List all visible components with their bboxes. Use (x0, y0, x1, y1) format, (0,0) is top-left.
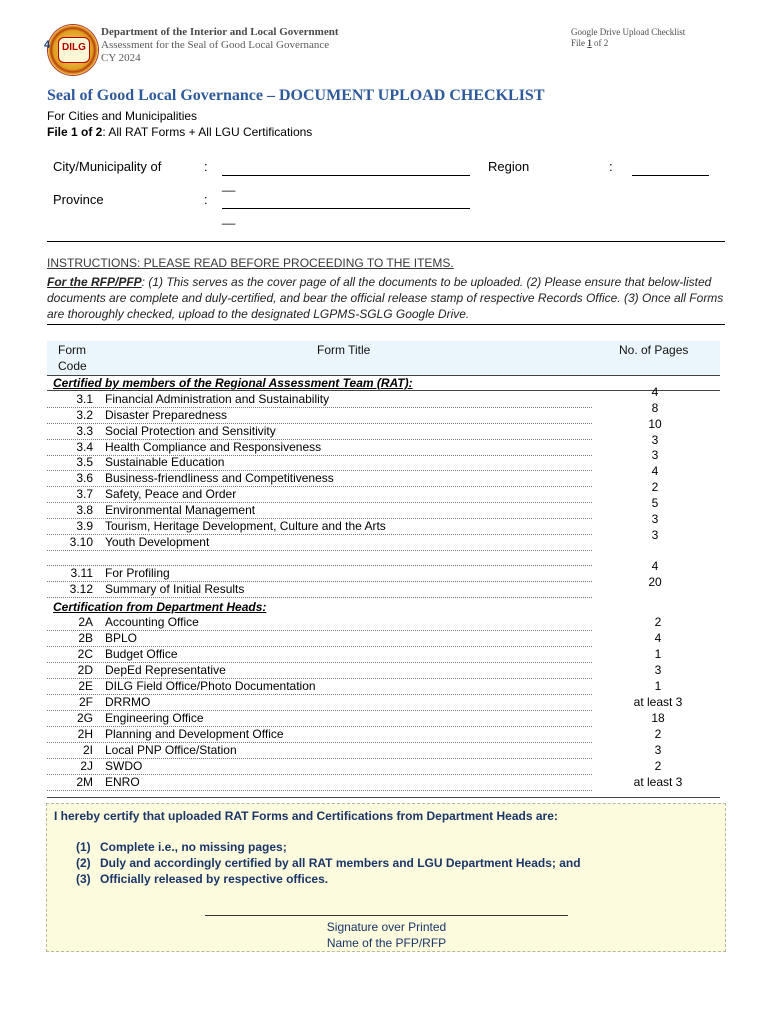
row-code: 3.7 (76, 487, 93, 501)
row-pages: 2 (654, 759, 662, 773)
row-pages: 5 (651, 496, 659, 510)
row-title: DepEd Representative (105, 663, 226, 677)
page-subtitle: For Cities and Municipalities (47, 109, 198, 123)
row-pages: 4 (651, 559, 659, 573)
row-title: DILG Field Office/Photo Documentation (105, 679, 316, 693)
divider (47, 324, 725, 325)
logo-text: DILG (62, 42, 86, 53)
row-pages: 1 (654, 647, 662, 661)
row-pages: 4 (651, 464, 659, 478)
row-pages: at least 3 (633, 775, 683, 789)
row-code: 3.4 (76, 440, 93, 454)
region-label: Region (488, 159, 530, 174)
row-title: DRRMO (105, 695, 151, 709)
row-pages: 3 (654, 663, 662, 677)
row-title: Tourism, Heritage Development, Culture and the Arts (105, 519, 386, 533)
cert-item-number: (2) (76, 856, 91, 870)
instructions-heading: INSTRUCTIONS: PLEASE READ BEFORE PROCEEDING TO THE ITEMS. (47, 256, 454, 270)
row-pages: 3 (651, 512, 659, 526)
city-colon: : (204, 159, 208, 174)
calendar-year: CY 2024 (101, 52, 141, 64)
row-title: Disaster Preparedness (105, 408, 228, 422)
right-header-title: Google Drive Upload Checklist (571, 27, 686, 37)
row-code: 2H (77, 727, 93, 741)
city-field[interactable] (222, 161, 470, 176)
row-pages: 4 (654, 631, 662, 645)
row-title: Safety, Peace and Order (105, 487, 237, 501)
row-code: 2B (78, 631, 93, 645)
row-title: Local PNP Office/Station (105, 743, 237, 757)
file-description: File 1 of 2: All RAT Forms + All LGU Certifications (47, 125, 313, 139)
province-label: Province (53, 192, 104, 207)
row-code: 3.8 (76, 503, 93, 517)
instructions-body: For the RFP/PFP: (1) This serves as the cover page of all the documents to be uploaded. (2) Please ensure that below-listed documents are complete and duly-certified, and bear the official release stamp of respective Records Office. (3) Once all Forms are thoroughly checked, upload to the designated LGPMS-SGLG Google Drive. (47, 275, 724, 321)
row-code: 3.2 (76, 408, 93, 422)
file-indicator: File 1 of 2 (571, 38, 609, 48)
col-header-code-2: Code (58, 359, 87, 373)
row-title: Social Protection and Sensitivity (105, 424, 276, 438)
cert-item-text: Duly and accordingly certified by all RAT members and LGU Department Heads; and (100, 856, 581, 870)
row-title: Financial Administration and Sustainability (105, 392, 330, 406)
row-pages: 1 (654, 679, 662, 693)
cert-item-text: Complete i.e., no missing pages; (100, 840, 287, 854)
signature-caption-2: Name of the PFP/RFP (326, 936, 447, 950)
col-header-pages: No. of Pages (619, 343, 689, 357)
row-pages: 2 (654, 615, 662, 629)
province-colon: : (204, 192, 208, 207)
row-title: Planning and Development Office (105, 727, 284, 741)
row-code: 3.3 (76, 424, 93, 438)
divider (47, 241, 725, 242)
row-code: 3.11 (70, 566, 93, 580)
table-row-rule (47, 565, 592, 566)
region-colon: : (609, 159, 613, 174)
row-code: 2I (82, 743, 93, 757)
row-pages: 2 (651, 480, 659, 494)
row-code: 2E (78, 679, 93, 693)
row-title: Environmental Management (105, 503, 256, 517)
row-code: 3.6 (76, 471, 93, 485)
row-title: Summary of Initial Results (105, 582, 245, 596)
cert-item-text: Officially released by respective offices. (100, 872, 329, 886)
row-title: For Profiling (105, 566, 170, 580)
col-header-code: Form (58, 343, 86, 357)
row-pages: at least 3 (633, 695, 683, 709)
page-title: Seal of Good Local Governance – DOCUMENT UPLOAD CHECKLIST (47, 87, 545, 104)
row-code: 2F (78, 695, 93, 709)
province-field-overflow: __ (222, 211, 236, 225)
row-pages: 3 (654, 743, 662, 757)
row-title: Business-friendliness and Competitiveness (105, 471, 334, 485)
city-field-overflow: __ (222, 178, 236, 192)
region-field[interactable] (632, 161, 709, 176)
row-title: Health Compliance and Responsiveness (105, 440, 322, 454)
row-code: 2C (77, 647, 93, 661)
row-pages: 20 (648, 575, 662, 589)
assessment-name: Assessment for the Seal of Good Local Governance (101, 39, 330, 51)
row-pages: 3 (651, 528, 659, 542)
province-field[interactable] (222, 194, 470, 209)
cert-item-number: (1) (76, 840, 91, 854)
row-pages: 3 (651, 448, 659, 462)
row-title: Accounting Office (105, 615, 199, 629)
row-code: 3.10 (69, 535, 93, 549)
row-pages: 4 (651, 385, 659, 399)
row-title: SWDO (105, 759, 143, 773)
section-rat-heading: Certified by members of the Regional Assessment Team (RAT): (53, 376, 413, 390)
row-code: 2J (80, 759, 93, 773)
row-title: Youth Development (105, 535, 210, 549)
table-row-rule (47, 550, 592, 551)
row-code: 2D (77, 663, 93, 677)
row-code: 3.12 (69, 582, 93, 596)
row-title: Budget Office (105, 647, 178, 661)
row-code: 3.5 (76, 455, 93, 469)
dilg-logo (44, 25, 98, 75)
row-code: 3.1 (76, 392, 93, 406)
row-title: Engineering Office (105, 711, 204, 725)
logo-number: 4 (44, 39, 51, 51)
row-title: BPLO (105, 631, 138, 645)
col-header-title: Form Title (317, 343, 371, 357)
table-rule (47, 797, 720, 798)
department-name: Department of the Interior and Local Government (101, 26, 339, 38)
row-code: 3.9 (76, 519, 93, 533)
signature-line[interactable] (205, 915, 568, 916)
row-code: 2M (76, 775, 93, 789)
row-code: 2G (76, 711, 93, 725)
certification-heading: I hereby certify that uploaded RAT Forms and Certifications from Department Heads are: (54, 809, 558, 823)
row-pages: 2 (654, 727, 662, 741)
signature-caption-1: Signature over Printed (326, 920, 447, 934)
table-row-rule (47, 790, 592, 791)
row-pages: 10 (648, 417, 662, 431)
row-title: Sustainable Education (105, 455, 225, 469)
row-title: ENRO (105, 775, 140, 789)
cert-item-number: (3) (76, 872, 91, 886)
table-row-rule (47, 597, 592, 598)
row-code: 2A (78, 615, 93, 629)
section-dept-heading: Certification from Department Heads: (53, 600, 267, 614)
row-pages: 18 (651, 711, 665, 725)
row-pages: 3 (651, 433, 659, 447)
row-pages: 8 (651, 401, 659, 415)
city-label: City/Municipality of (53, 159, 162, 174)
